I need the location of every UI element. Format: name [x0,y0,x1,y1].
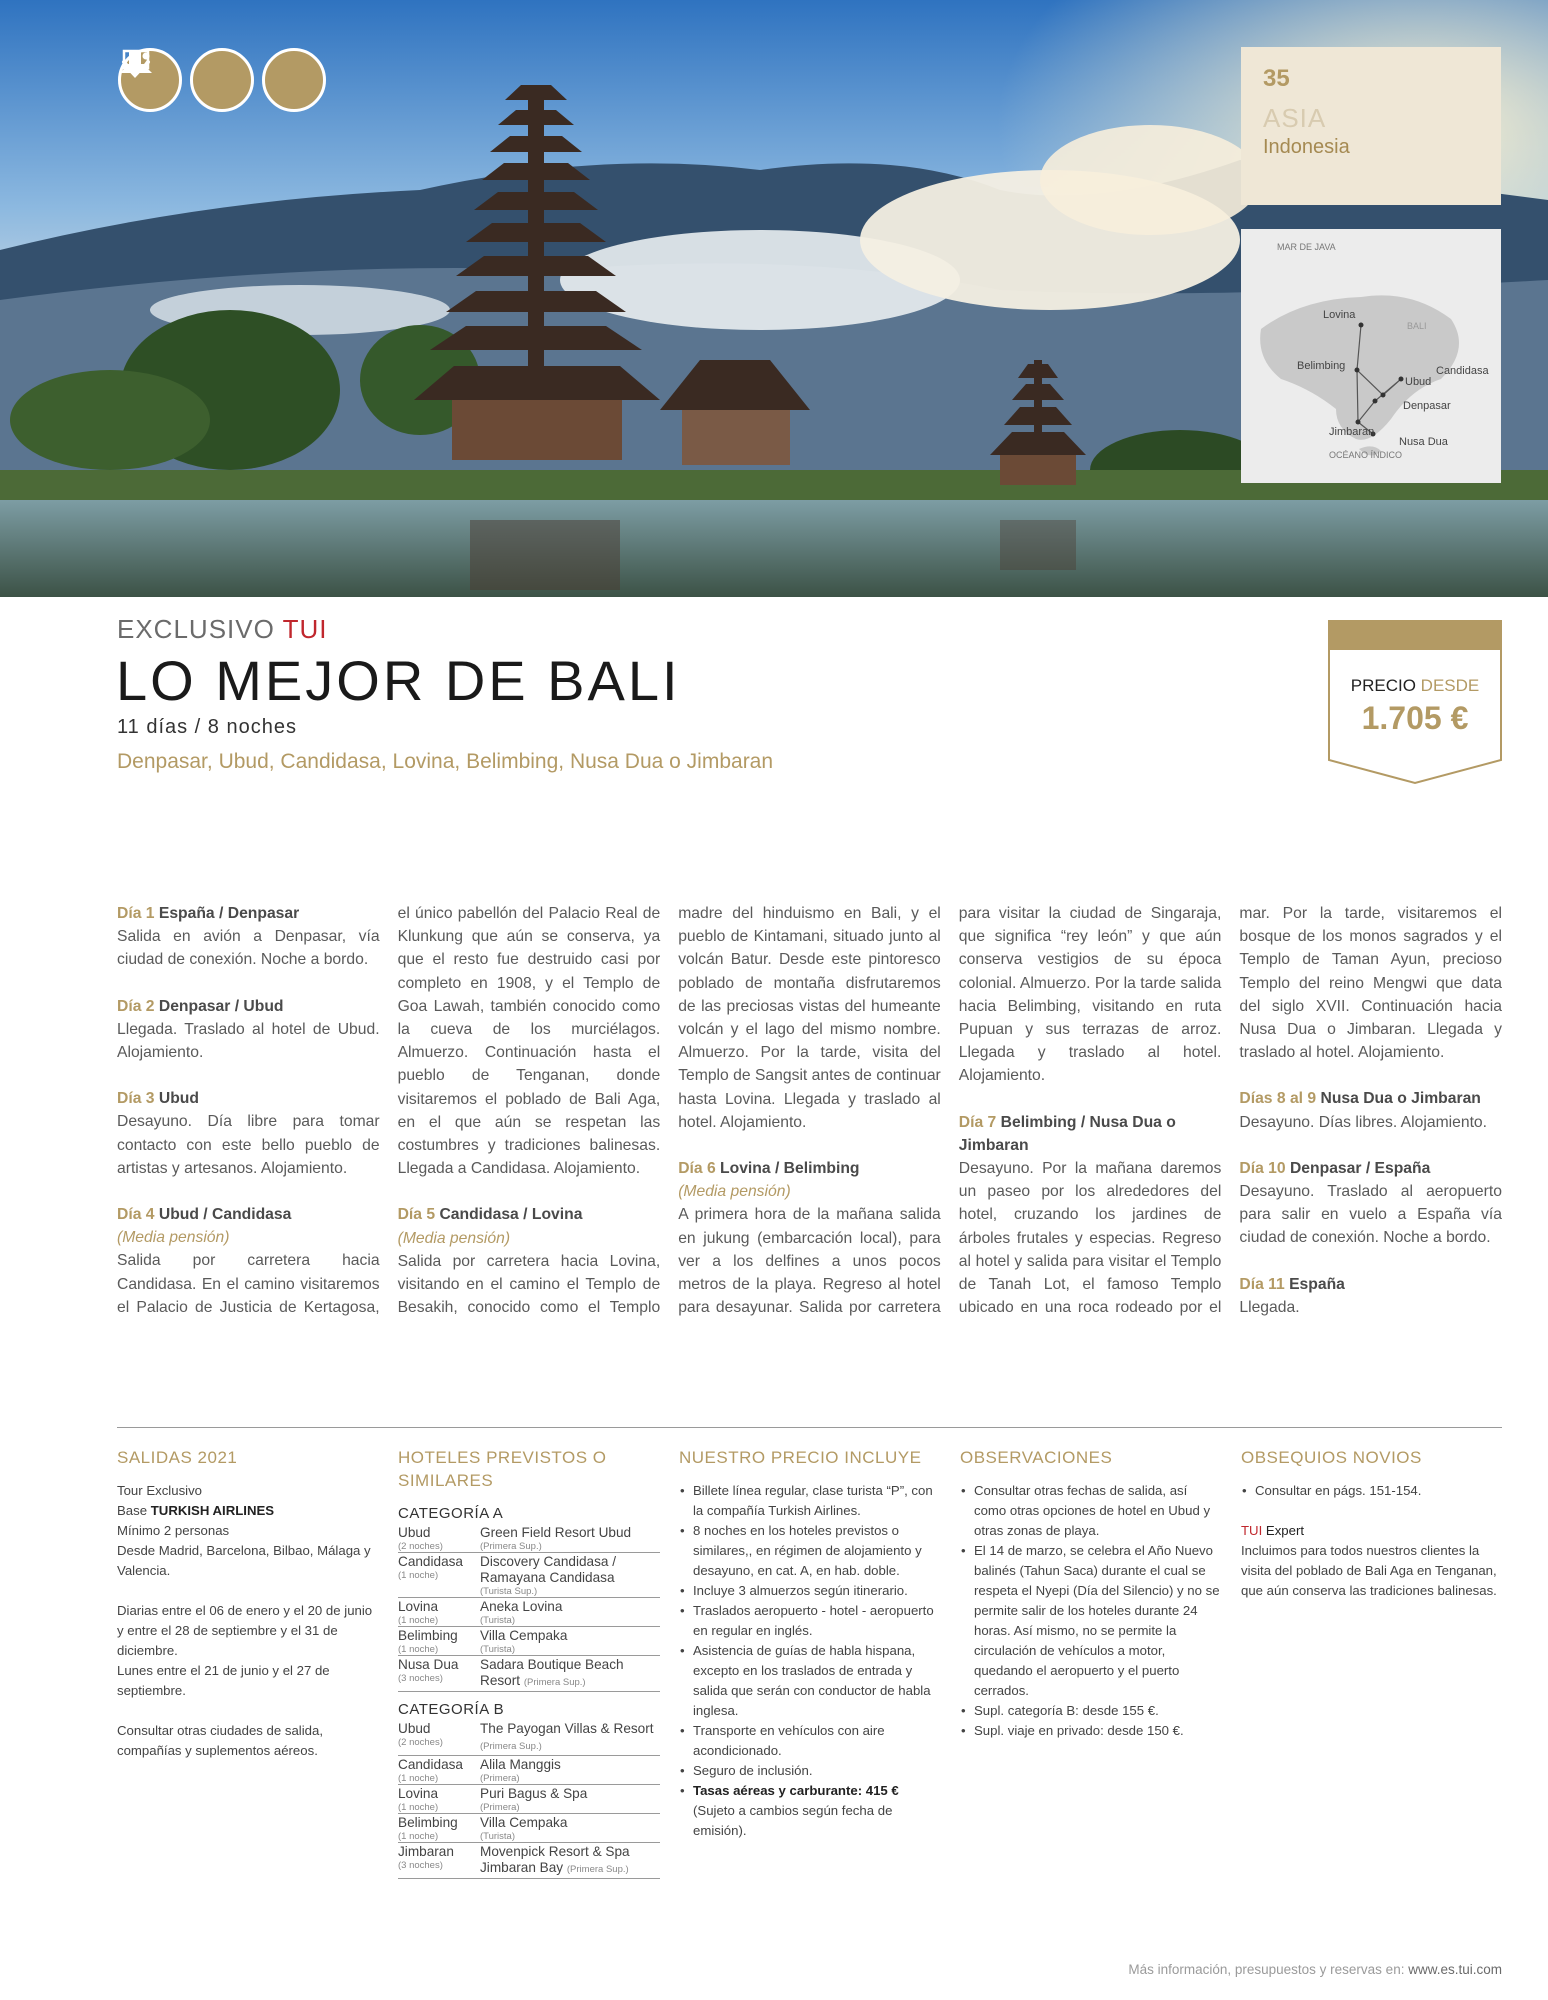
section-title: SALIDAS 2021 [117,1448,238,1467]
day-number: Día 4 [117,1206,155,1224]
expert-label: Expert [1265,1523,1305,1538]
hotel-category: (Primera Sup.) [480,1541,542,1552]
itinerary-day [1239,1087,1502,1133]
salidas-section [117,1446,379,1781]
hero-photo [0,0,1548,597]
day-number: Día 10 [1239,1159,1286,1177]
table-row [398,1553,660,1598]
day-number: Día 5 [397,1206,436,1224]
hotel-name: Discovery Candidasa / Ramayana Candidasa [480,1554,616,1585]
trip-route: Denpasar, Ubud, Candidasa, Lovina, Belimbing, Nusa Dua o Jimbaran [117,750,774,773]
map-label: Candidasa [1436,365,1489,377]
day-text: A primera hora de la mañana salida en jukung (embarcación local), para ver a los delfines a unos pocos metros de la playa. Regreso al hotel para desayunar. Salida por carretera para visitar la ciudad de Singaraja, que significa “rey león” y que aún conserva vestigios de su época colonial. Almuerzo. Por la tarde salida hacia Belimbing, visitando en ruta Pupuan y sus terrazas de arroz. Llegada y traslado al hotel. Alojamiento. [678,905,1222,1317]
itinerary-day [117,1087,380,1180]
min-persons: Mínimo 2 personas [117,1523,230,1538]
day-text: Llegada. [1239,1298,1300,1316]
day-title: España [1289,1275,1345,1293]
table-row [398,1814,660,1843]
itinerary-day [117,902,380,972]
section-title: HOTELES PREVISTOS O SIMILARES [398,1448,607,1490]
trip-duration: 11 días / 8 noches [117,716,297,738]
tui-expert-text: Incluimos para todos nuestros clientes la visita del poblado de Bali Aga en Tenganan, que aún conserva las tradiciones balinesas. [1241,1543,1497,1598]
table-row [398,1598,660,1627]
country-label: Indonesia [1263,136,1350,158]
hotel-category: (Primera) [480,1802,520,1813]
section-title: OBSEQUIOS NOVIOS [1241,1448,1422,1467]
list-item: • Consultar otras fechas de salida, así como otras opciones de hotel en Ubud y otras zonas de playa. [974,1481,1222,1541]
hotel-city: Candidasa [398,1757,463,1772]
section-title: OBSERVACIONES [960,1448,1113,1467]
map-label: Jimbaran [1329,426,1375,438]
list-item: • Consultar en págs. 151-154. [1255,1481,1503,1501]
day-title: Nusa Dua o Jimbaran [1320,1090,1481,1108]
tui-brand: TUI [1241,1523,1263,1538]
tui-brand: TUI [282,614,328,644]
observaciones-section [960,1446,1222,1741]
page-number: 35 [1263,65,1290,92]
day-text: Desayuno. Días libres. Alojamiento. [1239,1113,1488,1131]
hotel-name: Villa Cempaka [480,1815,568,1830]
day-title: España / Denpasar [158,905,300,922]
hotel-name: Green Field Resort Ubud [480,1525,632,1540]
list-item: • Supl. categoría B: desde 155 €. [974,1701,1222,1721]
hotel-name: Sadara Boutique Beach Resort [480,1657,624,1688]
hotel-city: Ubud [398,1721,431,1736]
departure-dates: Diarias entre el 06 de enero y el 20 de junio y entre el 28 de septiembre y el 31 de diciembre. [117,1603,373,1658]
day-meal: (Media pensión) [678,1183,791,1201]
obsequios-list [1241,1481,1503,1501]
hotel-nights: (1 noche) [398,1831,439,1842]
day-number: Días 8 al 9 [1239,1090,1317,1108]
itinerary [117,902,1502,1342]
departure-cities: Desde Madrid, Barcelona, Bilbao, Málaga y Valencia. [117,1543,371,1578]
hotel-category: (Turista) [480,1615,516,1626]
footer-text: Más información, presupuestos y reservas en: [1128,1962,1405,1977]
day-title: Ubud / Candidasa [158,1206,292,1224]
table-row [398,1720,660,1756]
hotel-city: Ubud [398,1525,431,1540]
price-value: 1.705 € [1361,700,1469,736]
list-item: • Billete línea regular, clase turista “P”, con la compañía Turkish Airlines. [693,1481,941,1521]
day-text: Salida por carretera hacia Candidasa. En el camino visitaremos el Palacio de Justicia de Kertagosa, el único pabellón del Palacio Real de Klunkung que aún se conserva, ya que el resto fue destruido casi por completo en 1908, y el Templo de Goa Lawah, también conocido como la cueva de los murciélagos. Almuerzo. Continuación hasta el pueblo de Tenganan, donde visitaremos el poblado de Bali Aga, en el que aún se respetan las costumbres y tradiciones balinesas. Llegada a Candidasa. Alojamiento. [117,905,661,1316]
day-title: Denpasar / Ubud [158,997,284,1015]
feature-icons [118,48,326,112]
list-item: • Incluye 3 almuerzos según itinerario. [693,1581,941,1601]
list-item: • Seguro de inclusión. [693,1761,941,1781]
hotel-nights: (3 noches) [398,1673,443,1684]
hotel-city: Candidasa [398,1554,463,1569]
day-text: Desayuno. Por la mañana daremos un paseo por los alrededores del hotel, cruzando los jardines de árboles frutales y especias. Regreso al hotel y salida para visitar el Templo de Tanah Lot, el famoso Templo ubicado en una roca rodeado por el mar. Por la tarde, visitaremos el bosque de los monos sagrados y el Templo de Taman Ayun, precioso Templo del reino Mengwi que data del siglo XVII. Continuación hacia Nusa Dua o Jimbaran. Llegada y traslado al hotel. Alojamiento. [958,905,1502,1317]
hotel-table [398,1524,660,1692]
table-row [398,1756,660,1785]
base-prefix: Base [117,1503,148,1518]
airline-name: TURKISH AIRLINES [150,1503,275,1518]
obsequios-section [1241,1446,1503,1601]
day-text: Salida por carretera hacia Lovina, visitando en el camino el Templo de Besakih, conocido como el Templo madre del hinduismo en Bali, y el pueblo de Kintamani, situado junto al volcán Batur. Desde este pintoresco poblado de montaña disfrutaremos de las preciosas vistas del humeante volcán y el lago del mismo nombre. Almuerzo. Por la tarde, visita del Templo de Sangsit antes de continuar hasta Lovina. Llegada y traslado al hotel. Alojamiento. [397,905,941,1317]
hotel-nights: (2 noches) [398,1541,443,1552]
incluye-list [679,1481,941,1841]
hotel-name: The Payogan Villas & Resort [480,1721,654,1736]
download-icon[interactable] [190,48,254,112]
price-from-text: DESDE [1420,676,1480,695]
section-title: NUESTRO PRECIO INCLUYE [679,1448,922,1467]
exclusive-prefix: EXCLUSIVO [117,614,275,644]
day-text: Desayuno. Día libre para tomar contacto con este bello pueblo de artistas y artesanos. Alojamiento. [117,1113,380,1177]
day-number: Día 7 [958,1113,997,1131]
price-badge [1328,620,1502,785]
hotel-city: Lovina [398,1599,439,1614]
hotel-city: Jimbaran [398,1844,454,1859]
incluye-section [679,1446,941,1841]
day-number: Día 2 [117,997,155,1015]
list-item [693,1781,941,1841]
hotel-category: (Primera Sup.) [480,1741,542,1752]
tasas-label: Tasas aéreas y carburante: 415 € [693,1783,899,1798]
hotel-name: Alila Manggis [480,1757,561,1772]
day-title: Denpasar / España [1289,1159,1431,1177]
list-item: • El 14 de marzo, se celebra el Año Nuevo balinés (Tahun Saca) durante el cual se respeta el Nyepi (Día del Silencio) y no se permite salir de los hoteles durante 24 horas. Así mismo, no se permite la circulación de vehículos a motor, quedando el aeropuerto y el puerto cerrados. [974,1541,1222,1701]
map-label: BALI [1407,321,1427,331]
map-label: Ubud [1405,376,1432,388]
day-meal: (Media pensión) [397,1229,511,1247]
itinerary-day [1239,1273,1502,1319]
hotel-city: Nusa Dua [398,1657,459,1672]
hotel-category: (Primera) [480,1773,520,1784]
departure-note: Consultar otras ciudades de salida, compañías y suplementos aéreos. [117,1723,323,1758]
footer-link[interactable]: www.es.tui.com [1408,1962,1502,1977]
day-number: Día 3 [117,1090,155,1108]
tasas-note: (Sujeto a cambios según fecha de emisión). [693,1803,893,1838]
list-item: • Asistencia de guías de habla hispana, excepto en los traslados de entrada y salida que serán con conductor de habla inglesa. [693,1641,941,1721]
hotel-category: (Turista) [480,1831,516,1842]
hotel-city: Belimbing [398,1815,458,1830]
tui-smile-icon[interactable] [262,48,326,112]
day-meal: (Media pensión) [117,1229,230,1247]
hotel-city: Belimbing [398,1628,458,1643]
price-label [1328,676,1502,696]
day-text: Llegada. Traslado al hotel de Ubud. Alojamiento. [117,1020,380,1062]
exclusive-label [117,614,327,645]
table-row [398,1524,660,1553]
category-title: CATEGORÍA B [398,1701,505,1718]
hotel-table [398,1720,660,1879]
category-title: CATEGORÍA A [398,1505,504,1522]
route-map [1241,229,1501,483]
map-label: Lovina [1323,309,1356,321]
hotel-nights: (1 noche) [398,1802,439,1813]
list-item: • 8 noches en los hoteles previstos o similares,, en régimen de alojamiento y desayuno, en cat. A, en hab. doble. [693,1521,941,1581]
list-item: • Transporte en vehículos con aire acondicionado. [693,1721,941,1761]
hotel-nights: (1 noche) [398,1773,439,1784]
map-label: OCÉANO ÍNDICO [1329,450,1403,460]
hotel-city: Lovina [398,1786,439,1801]
table-row [398,1843,660,1879]
departure-mondays: Lunes entre el 21 de junio y el 27 de septiembre. [117,1663,330,1698]
observaciones-list [960,1481,1222,1741]
day-title: Ubud [158,1090,199,1108]
hotel-name: Aneka Lovina [480,1599,563,1614]
day-title: Candidasa / Lovina [439,1206,583,1224]
hotel-nights: (2 noches) [398,1737,443,1748]
section-divider [117,1427,1502,1428]
page-title: LO MEJOR DE BALI [116,649,681,712]
day-title: Belimbing / Nusa Dua o Jimbaran [958,1113,1176,1154]
day-text: Desayuno. Traslado al aeropuerto para salir en vuelo a España vía ciudad de conexión. Noche a bordo. [1239,1183,1502,1247]
day-number: Día 6 [678,1160,716,1178]
map-label: Belimbing [1297,360,1346,372]
hoteles-section [398,1446,660,1879]
map-label: Nusa Dua [1399,436,1448,448]
day-title: Lovina / Belimbing [720,1160,860,1178]
destination-box [1241,47,1501,205]
map-label: MAR DE JAVA [1277,242,1336,252]
tour-type: Tour Exclusivo [117,1483,203,1498]
hotel-category: (Turista Sup.) [480,1586,538,1597]
hotel-nights: (1 noche) [398,1615,439,1626]
hotel-name: Villa Cempaka [480,1628,568,1643]
hotel-nights: (3 noches) [398,1860,443,1871]
day-text: Salida en avión a Denpasar, vía ciudad de conexión. Noche a bordo. [117,928,380,969]
list-item: • Traslados aeropuerto - hotel - aeropuerto en regular en inglés. [693,1601,941,1641]
table-row [398,1656,660,1692]
hotel-name: Puri Bagus & Spa [480,1786,588,1801]
hotel-nights: (1 noche) [398,1644,439,1655]
price-label-text: PRECIO [1350,676,1416,695]
map-label: Denpasar [1403,400,1451,412]
list-item: • Supl. viaje en privado: desde 150 €. [974,1721,1222,1741]
hotel-name: Movenpick Resort & Spa Jimbaran Bay [480,1844,630,1875]
itinerary-day [117,995,380,1065]
day-number: Día 11 [1239,1275,1285,1293]
hotel-category: (Turista) [480,1644,516,1655]
table-row [398,1785,660,1814]
footer [1128,1962,1502,1977]
day-number: Día 1 [117,905,155,922]
hotel-nights: (1 noche) [398,1570,439,1581]
itinerary-day [1239,1157,1502,1250]
table-row [398,1627,660,1656]
hotel-category: (Primera Sup.) [523,1677,586,1688]
tui-expert-heading [1241,1521,1503,1541]
continent-label: ASIA [1263,103,1327,133]
hotel-category: (Primera Sup.) [566,1864,629,1875]
